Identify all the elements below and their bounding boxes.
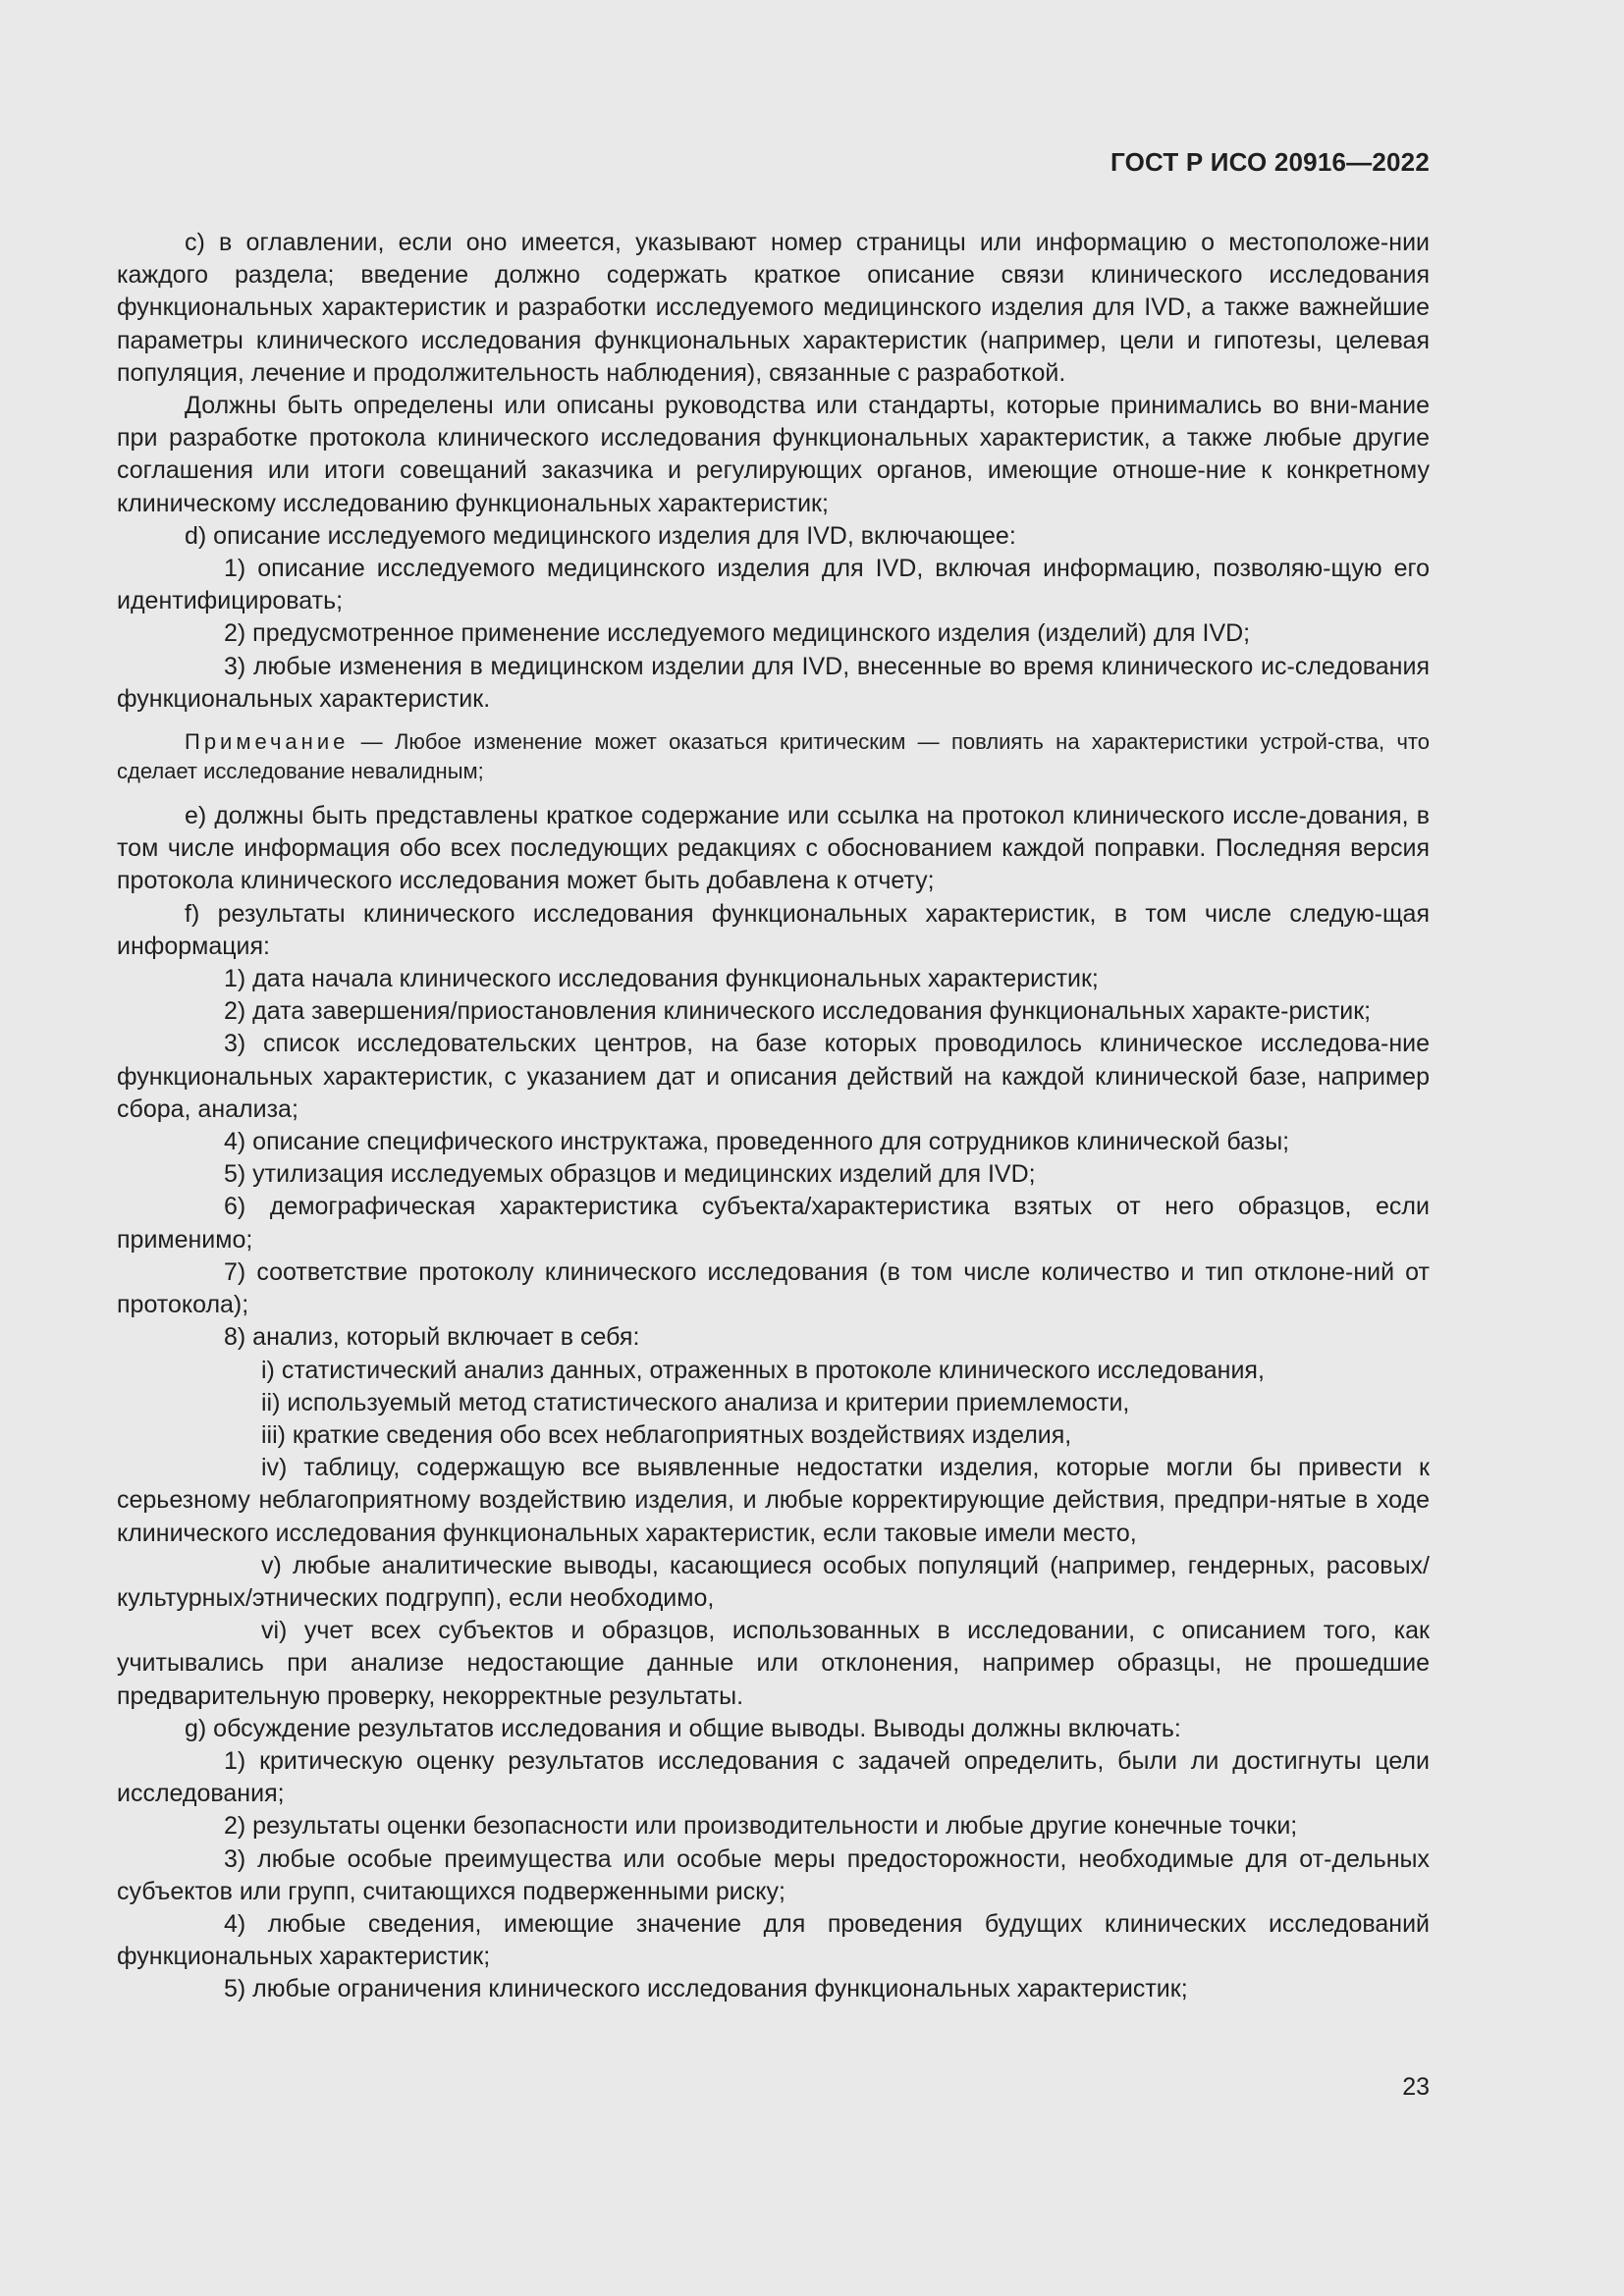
note-label: Примечание bbox=[185, 729, 350, 755]
list-item: i) статистический анализ данных, отраженных в протоколе клинического исследования, bbox=[261, 1356, 1265, 1384]
page-number: 23 bbox=[1402, 2073, 1430, 2101]
list-item: 1) описание исследуемого медицинского изделия для IVD, включая информацию, позволяю-щую его идентифицировать; bbox=[117, 555, 1430, 615]
list-item: 7) соответствие протоколу клинического исследования (в том числе количество и тип отклоне-ний от протокола); bbox=[117, 1257, 1430, 1319]
list-item: 8) анализ, который включает в себя: bbox=[224, 1323, 640, 1352]
list-item: 4) любые сведения, имеющие значение для проведения будущих клинических исследований функциональных характеристик; bbox=[117, 1909, 1430, 1971]
list-item: vi) учет всех субъектов и образцов, использованных в исследовании, с описанием того, как учитывались при анализе недостающие данные или отклонения, например образцы, не прошедшие предварительную проверку, некорректные результаты. bbox=[117, 1617, 1430, 1710]
list-item: 3) любые изменения в медицинском изделии для IVD, внесенные во время клинического ис-следования функциональных характеристик. bbox=[117, 652, 1430, 713]
list-item: 5) любые ограничения клинического исследования функциональных характеристик; bbox=[224, 1975, 1188, 2003]
list-item: 5) утилизация исследуемых образцов и медицинских изделий для IVD; bbox=[224, 1160, 1036, 1189]
document-body bbox=[117, 227, 1430, 2006]
list-item: 2) предусмотренное применение исследуемого медицинского изделия (изделий) для IVD; bbox=[224, 619, 1251, 648]
paragraph: c) в оглавлении, если оно имеется, указывают номер страницы или информацию о местоположе-нии каждого раздела; введение должно содержать краткое описание связи клинического исследования функциональных характеристик и разработки исследуемого медицинского изделия для IVD, а также важнейшие параметры клинического исследования функциональных характеристик (например, цели и гипотезы, целевая популяция, лечение и продолжительность наблюдения), связанные с разработкой. bbox=[117, 229, 1430, 387]
paragraph: Должны быть определены или описаны руководства или стандарты, которые принимались во вни-мание при разработке протокола клинического исследования функциональных характеристик, а также любые другие соглашения или итоги совещаний заказчика и регулирующих органов, имеющие отноше-ние к конкретному клиническому исследованию функциональных характеристик; bbox=[117, 392, 1430, 517]
list-item: iv) таблицу, содержащую все выявленные недостатки изделия, которые могли бы привести к серьезному неблагоприятному воздействию изделия, и любые корректирующие действия, предпри-нятые в ходе клинического исследования функциональных характеристик, если таковые имели место, bbox=[117, 1454, 1430, 1547]
list-item: e) должны быть представлены краткое содержание или ссылка на протокол клинического иссле-дования, в том числе информация обо всех последующих редакциях с обоснованием каждой поправки. Последняя версия протокола клинического исследования может быть добавлена к отчету; bbox=[117, 802, 1430, 895]
list-item: iii) краткие сведения обо всех неблагоприятных воздействиях изделия, bbox=[261, 1420, 1072, 1449]
list-item: 2) дата завершения/приостановления клинического исследования функциональных характе-ристик; bbox=[224, 997, 1372, 1026]
list-item: 3) любые особые преимущества или особые меры предосторожности, необходимые для от-дельных субъектов или групп, считающихся подверженными риску; bbox=[117, 1844, 1430, 1905]
list-item: 2) результаты оценки безопасности или производительности и любые другие конечные точки; bbox=[224, 1812, 1298, 1841]
list-item: 6) демографическая характеристика субъекта/характеристика взятых от него образцов, если применимо; bbox=[117, 1193, 1430, 1254]
note-text: — Любое изменение может оказаться критическим — повлиять на характеристики устрой-ства, что сделает исследование невалидным; bbox=[117, 729, 1430, 784]
list-item: f) результаты клинического исследования функциональных характеристик, в том числе следую-щая информация: bbox=[117, 899, 1430, 960]
list-item: d) описание исследуемого медицинского изделия для IVD, включающее: bbox=[185, 521, 1016, 550]
note bbox=[117, 727, 1430, 786]
document-header: ГОСТ Р ИСО 20916—2022 bbox=[1110, 147, 1430, 177]
list-item: ii) используемый метод статистического анализа и критерии приемлемости, bbox=[261, 1388, 1130, 1416]
list-item: v) любые аналитические выводы, касающиеся особых популяций (например, гендерных, расовых/культурных/этнических подгрупп), если необходимо, bbox=[117, 1551, 1430, 1612]
list-item: 3) список исследовательских центров, на базе которых проводилось клиническое исследова-ние функциональных характеристик, с указанием дат и описания действий на каждой клинической базе, например сбора, анализа; bbox=[117, 1030, 1430, 1123]
list-item: 1) критическую оценку результатов исследования с задачей определить, были ли достигнуты цели исследования; bbox=[117, 1746, 1430, 1808]
list-item: 1) дата начала клинического исследования функциональных характеристик; bbox=[224, 965, 1099, 993]
list-item: 4) описание специфического инструктажа, проведенного для сотрудников клинической базы; bbox=[224, 1128, 1290, 1156]
list-item: g) обсуждение результатов исследования и общие выводы. Выводы должны включать: bbox=[185, 1714, 1181, 1742]
